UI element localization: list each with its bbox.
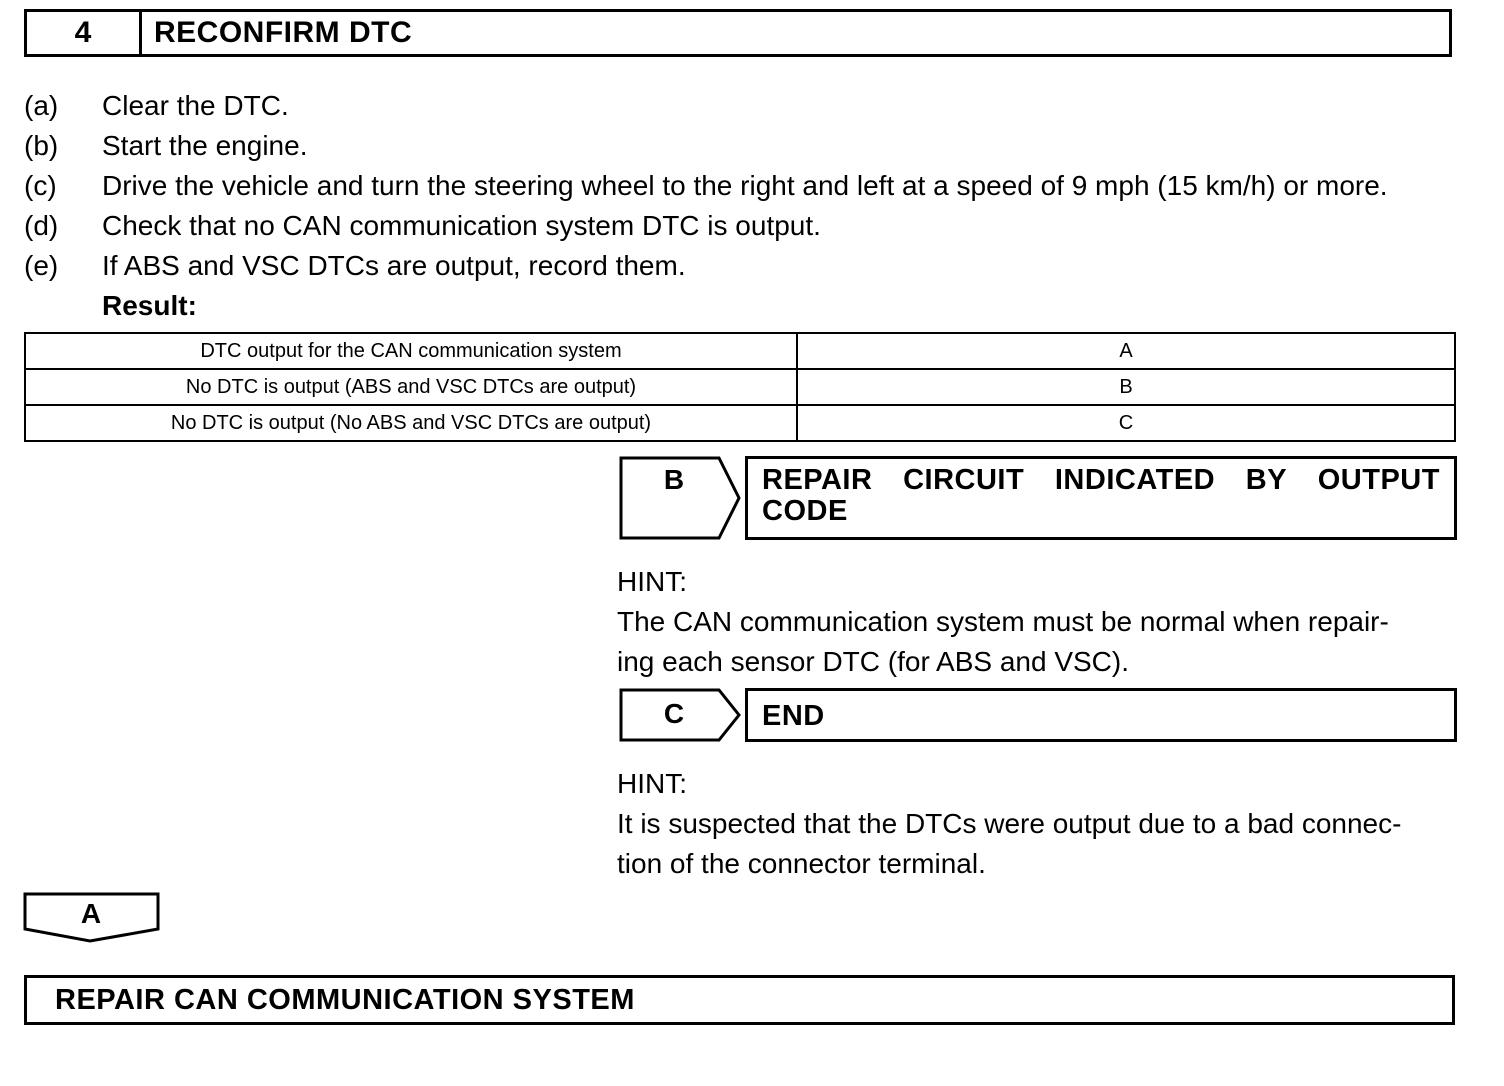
action-word: OUTPUT xyxy=(1317,464,1440,496)
step-text: Drive the vehicle and turn the steering wheel to the right and left at a speed of 9 mph (15 km/h) or more. xyxy=(102,170,1388,201)
result-table xyxy=(24,332,1456,442)
action-word: INDICATED xyxy=(1054,464,1216,496)
branch-letter: B xyxy=(663,464,685,495)
hint-b xyxy=(617,562,1462,682)
step-letter: (d) xyxy=(24,210,59,241)
final-action-box: REPAIR CAN COMMUNICATION SYSTEM xyxy=(24,975,1455,1025)
step-title: RECONFIRM DTC xyxy=(154,16,413,49)
table-row xyxy=(25,405,1455,441)
table-row xyxy=(25,333,1455,369)
step-text: Check that no CAN communication system DTC is output. xyxy=(102,210,821,241)
step-item xyxy=(24,126,1464,166)
hint-label: HINT: xyxy=(617,768,687,799)
table-row xyxy=(25,369,1455,405)
branch-b xyxy=(619,456,1457,540)
action-line: CODE xyxy=(762,495,848,527)
action-line: END xyxy=(762,700,825,732)
procedure-steps xyxy=(24,86,1464,326)
condition-cell: DTC output for the CAN communication system xyxy=(25,333,797,369)
hint-text: ing each sensor DTC (for ABS and VSC). xyxy=(617,646,1129,677)
step-item xyxy=(24,206,1464,246)
step-letter: (c) xyxy=(24,170,57,201)
step-text: If ABS and VSC DTCs are output, record them. xyxy=(102,250,686,281)
hint-label: HINT: xyxy=(617,566,687,597)
branch-action-box xyxy=(745,456,1457,540)
branch-letter: C xyxy=(663,698,685,729)
hint-text: It is suspected that the DTCs were output due to a bad connec- xyxy=(617,808,1402,839)
hint-text: The CAN communication system must be normal when repair- xyxy=(617,606,1389,637)
step-letter: (e) xyxy=(24,250,59,281)
step-text: Clear the DTC. xyxy=(102,90,289,121)
result-cell: C xyxy=(797,405,1455,441)
step-letter: (b) xyxy=(24,130,59,161)
branch-letter-a: A xyxy=(80,898,102,929)
step-text: Start the engine. xyxy=(102,130,308,161)
step-item xyxy=(24,246,1464,286)
action-word: BY xyxy=(1245,464,1288,496)
branch-action-box xyxy=(745,688,1457,742)
condition-cell: No DTC is output (No ABS and VSC DTCs are output) xyxy=(25,405,797,441)
result-label: Result: xyxy=(102,290,197,321)
hint-c xyxy=(617,764,1462,884)
step-item xyxy=(24,166,1464,206)
step-header xyxy=(24,9,1452,57)
result-cell: A xyxy=(797,333,1455,369)
branch-c xyxy=(619,688,1457,740)
result-cell: B xyxy=(797,369,1455,405)
hint-text: tion of the connector terminal. xyxy=(617,848,986,879)
step-item xyxy=(24,86,1464,126)
condition-cell: No DTC is output (ABS and VSC DTCs are output) xyxy=(25,369,797,405)
action-word: CIRCUIT xyxy=(903,464,1025,496)
step-number: 4 xyxy=(27,12,142,54)
action-line xyxy=(762,465,1440,496)
step-letter: (a) xyxy=(24,90,59,121)
action-word: REPAIR xyxy=(762,464,873,496)
